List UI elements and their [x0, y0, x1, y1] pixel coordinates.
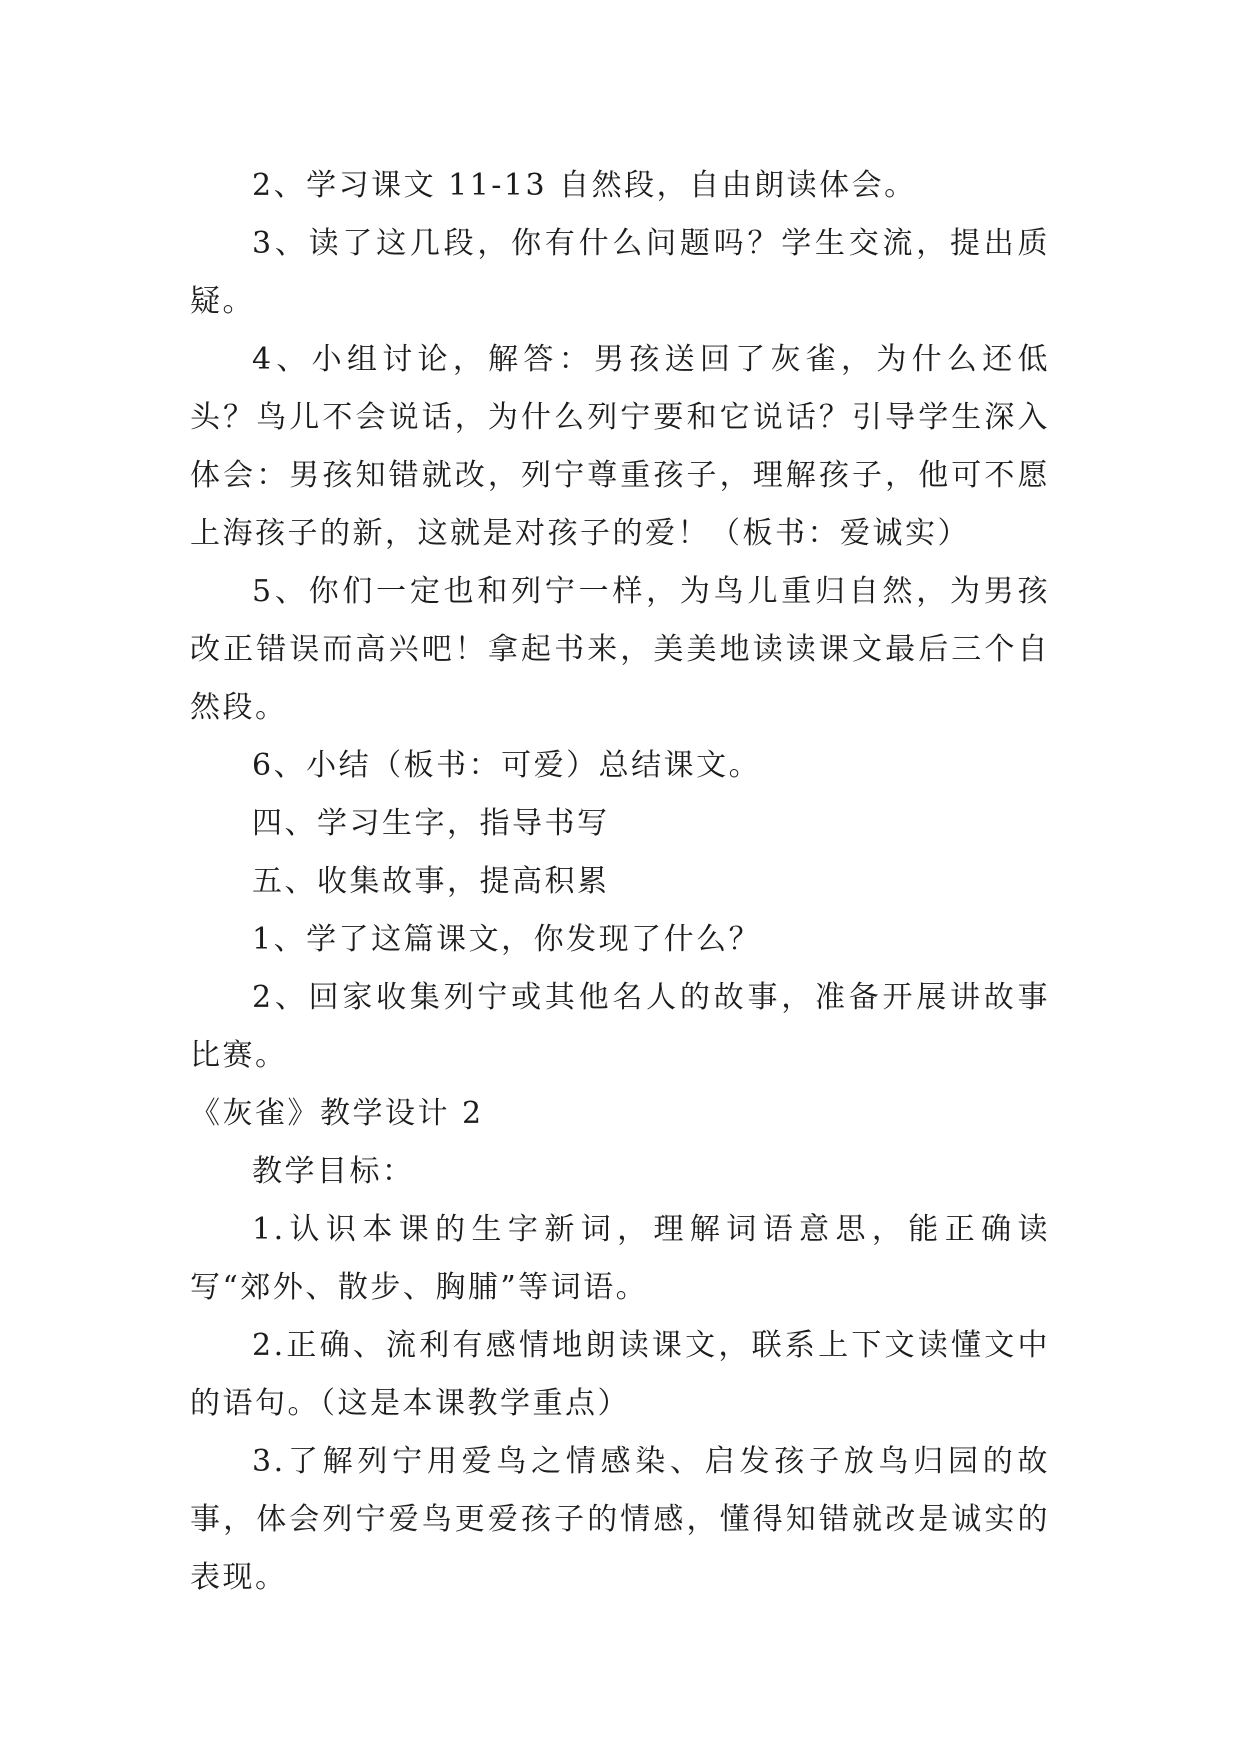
document-title: 《灰雀》教学设计 2: [190, 1096, 484, 1131]
objective-1: 1.认识本课的生字新词，理解词语意思，能正确读写“郊外、散步、胸脯”等词语。: [190, 1212, 1050, 1305]
objectives-heading: 教学目标：: [252, 1154, 415, 1189]
paragraph-step-2-study: 2、学习课文 11-13 自然段，自由朗读体会。: [252, 168, 917, 203]
document-body: [190, 157, 1050, 1607]
paragraph-homework-2: 2、回家收集列宁或其他名人的故事，准备开展讲故事比赛。: [190, 980, 1050, 1073]
paragraph-step-3-questions: 3、读了这几段，你有什么问题吗？学生交流，提出质疑。: [190, 226, 1050, 319]
paragraph-question-1: 1、学了这篇课文，你发现了什么？: [252, 922, 762, 957]
paragraph-step-6-summary: 6、小结（板书：可爱）总结课文。: [252, 748, 762, 783]
objective-2: 2.正确、流利有感情地朗读课文，联系上下文读懂文中的语句。（这是本课教学重点）: [190, 1328, 1050, 1421]
paragraph-step-5-reading: 5、你们一定也和列宁一样，为鸟儿重归自然，为男孩改正错误而高兴吧！拿起书来，美美地读读课文最后三个自然段。: [190, 574, 1050, 725]
section-heading-5: 五、收集故事，提高积累: [252, 864, 610, 899]
section-heading-4: 四、学习生字，指导书写: [252, 806, 610, 841]
paragraph-step-4-discussion: 4、小组讨论，解答：男孩送回了灰雀，为什么还低头？鸟儿不会说话，为什么列宁要和它说话？引导学生深入体会：男孩知错就改，列宁尊重孩子，理解孩子，他可不愿上海孩子的新，这就是对孩子的爱！（板书：爱诚实）: [190, 342, 1050, 551]
objective-3: 3.了解列宁用爱鸟之情感染、启发孩子放鸟归园的故事，体会列宁爱鸟更爱孩子的情感，懂得知错就改是诚实的表现。: [190, 1444, 1050, 1595]
